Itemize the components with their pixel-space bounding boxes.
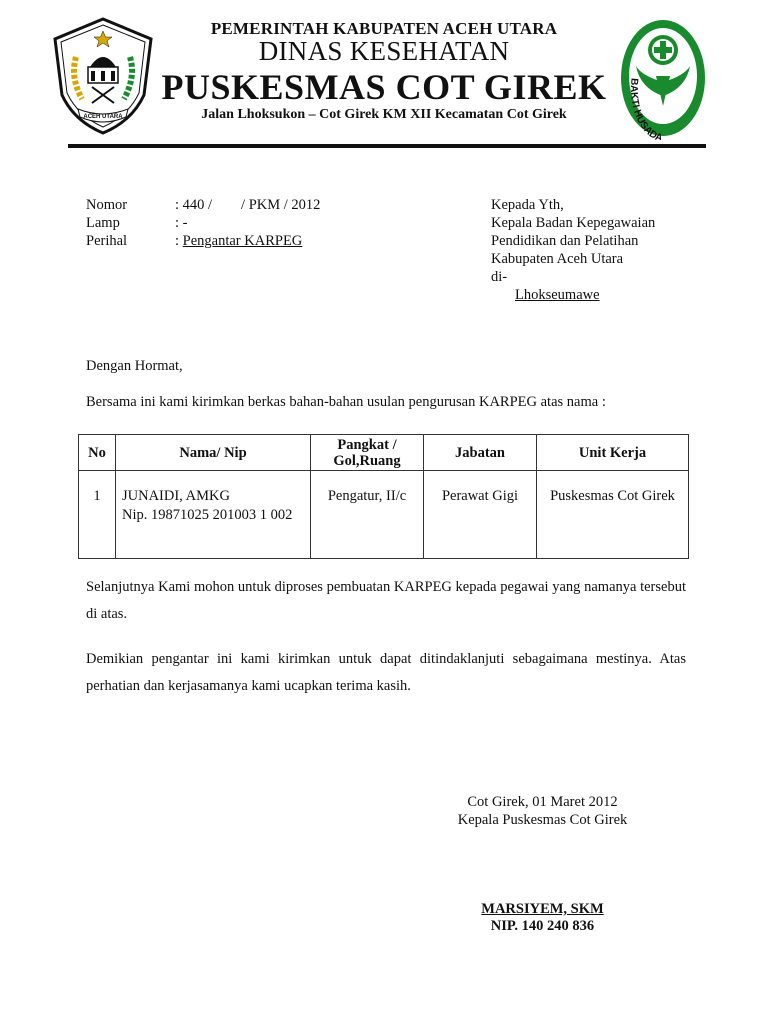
cell-pangkat: Pengatur, II/c	[311, 471, 424, 559]
intro-paragraph: Bersama ini kami kirimkan berkas bahan-bahan usulan pengurusan KARPEG atas nama :	[86, 394, 606, 410]
emblem-text: ACEH UTARA	[83, 114, 123, 120]
lamp-label: Lamp	[86, 215, 120, 231]
employee-name: JUNAIDI, AMKG	[122, 488, 230, 504]
header-address: Jalan Lhoksukon – Cot Girek KM XII Kecamatan Cot Girek	[201, 107, 567, 122]
cell-jabatan: Perawat Gigi	[424, 471, 537, 559]
header-institution: PUSKESMAS COT GIREK	[161, 67, 607, 107]
perihal-label: Perihal	[86, 233, 128, 249]
signature-title: Kepala Puskesmas Cot Girek	[457, 812, 628, 828]
emblem-arc-text: BAKTI HUSADA	[627, 77, 664, 140]
lamp-value: : -	[175, 215, 188, 231]
signature-nip: NIP. 140 240 836	[490, 918, 595, 934]
signature-name: MARSIYEM, SKM	[481, 901, 604, 917]
recipient-line: Pendidikan dan Pelatihan	[491, 233, 639, 249]
nomor-label: Nomor	[86, 197, 128, 213]
pangkat-line-1: Pangkat /	[337, 436, 397, 453]
recipient-line: Kabupaten Aceh Utara	[491, 251, 624, 267]
header-divider	[68, 144, 706, 148]
perihal-colon: :	[175, 233, 183, 249]
col-header-pangkat	[311, 435, 424, 471]
employee-table	[78, 434, 689, 559]
paragraph-request: Selanjutnya Kami mohon untuk diproses pembuatan KARPEG kepada pegawai yang namanya tersebut di atas.	[86, 579, 686, 622]
greeting: Dengan Hormat,	[86, 358, 183, 374]
signature-place-date: Cot Girek, 01 Maret 2012	[467, 794, 618, 810]
recipient-block	[491, 196, 655, 304]
col-header-nama: Nama/ Nip	[116, 435, 311, 471]
cell-nama	[116, 471, 311, 559]
col-header-unit: Unit Kerja	[537, 435, 689, 471]
pangkat-line-2: Gol,Ruang	[333, 452, 401, 469]
table-header-row	[79, 435, 689, 471]
recipient-city: Lhokseumawe	[515, 287, 600, 303]
nomor-value: : 440 / / PKM / 2012	[175, 197, 321, 213]
perihal-value-wrap	[175, 232, 302, 250]
cell-unit: Puskesmas Cot Girek	[537, 471, 689, 559]
header-department: DINAS KESEHATAN	[258, 36, 510, 66]
paragraph-closing: Demikian pengantar ini kami kirimkan untuk dapat ditindaklanjuti sebagaimana mestinya. Atas perhatian dan kerjasamanya kami ucapkan terima kasih.	[86, 651, 686, 694]
table-row	[79, 471, 689, 559]
col-header-no: No	[79, 435, 116, 471]
recipient-line: Kepada Yth,	[491, 197, 564, 213]
employee-nip: Nip. 19871025 201003 1 002	[122, 507, 293, 523]
recipient-line: Kepala Badan Kepegawaian	[491, 215, 656, 231]
recipient-line: di-	[491, 269, 508, 285]
header-government: PEMERINTAH KABUPATEN ACEH UTARA	[210, 19, 558, 38]
perihal-value: Pengantar KARPEG	[182, 233, 303, 249]
cell-no: 1	[79, 471, 116, 559]
col-header-jabatan: Jabatan	[424, 435, 537, 471]
